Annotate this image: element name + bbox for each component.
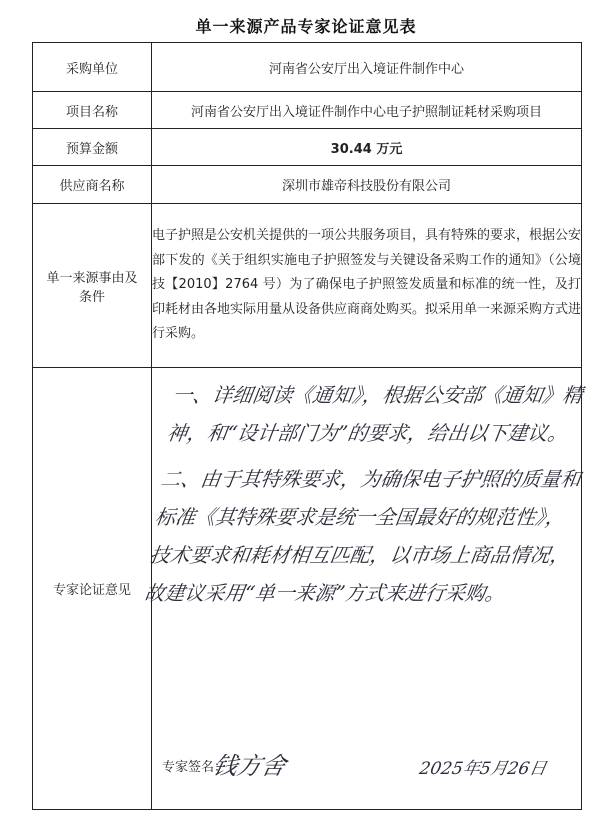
row-project-name	[33, 92, 582, 129]
project-name-value: 河南省公安厅出入境证件制作中心电子护照制证耗材采购项目	[152, 92, 582, 129]
expert-signature: 钱方舍	[210, 752, 289, 780]
handwritten-paragraph-1: 一、详细阅读《通知》，根据公安部《通知》精神，和“设计部门为”的要求，给出以下建议。	[165, 383, 585, 445]
expert-opinion-cell	[142, 368, 585, 810]
reason-label-line2: 条件	[78, 289, 105, 305]
expert-opinion-form	[32, 42, 585, 810]
row-budget	[33, 129, 582, 166]
row-supplier	[33, 166, 582, 204]
row-sole-source-reason	[33, 204, 582, 368]
reason-label	[33, 204, 152, 368]
purchasing-unit-value: 河南省公安厅出入境证件制作中心	[152, 43, 582, 92]
document-title: 单一来源产品专家论证意见表	[195, 17, 417, 36]
budget-label: 预算金额	[33, 129, 152, 166]
signature-date: 2025年5月26日	[418, 759, 549, 779]
reason-label-line1: 单一来源事由及	[46, 270, 138, 286]
supplier-value: 深圳市雄帝科技股份有限公司	[152, 166, 582, 204]
row-purchasing-unit	[33, 43, 582, 92]
expert-opinion-label: 专家论证意见	[33, 368, 152, 810]
row-expert-opinion	[33, 368, 582, 810]
supplier-label: 供应商名称	[33, 166, 152, 204]
signature-label: 专家签名：	[162, 760, 228, 775]
purchasing-unit-label: 采购单位	[33, 43, 152, 92]
handwritten-paragraph-2: 二、由于其特殊要求，为确保电子护照的质量和标准《其特殊要求是统一全国最好的规范性》，技术要求和耗材相互匹配，以市场上商品情况，故建议采用“单一来源”方式来进行采购。	[142, 467, 583, 605]
reason-text: 电子护照是公安机关提供的一项公共服务项目，具有特殊的要求，根据公安部下发的《关于组织实施电子护照签发与关键设备采购工作的通知》（公境技【2010】2764 号）为了确保电子护照签发质量和标准的统一性，及打印耗材由各地实际用量从设备供应商商处购买。拟采用单一来源采购方式进行采购。	[152, 204, 582, 368]
budget-value: 30.44 万元	[152, 129, 582, 166]
handwritten-opinion	[141, 376, 595, 620]
project-name-label: 项目名称	[33, 92, 152, 129]
